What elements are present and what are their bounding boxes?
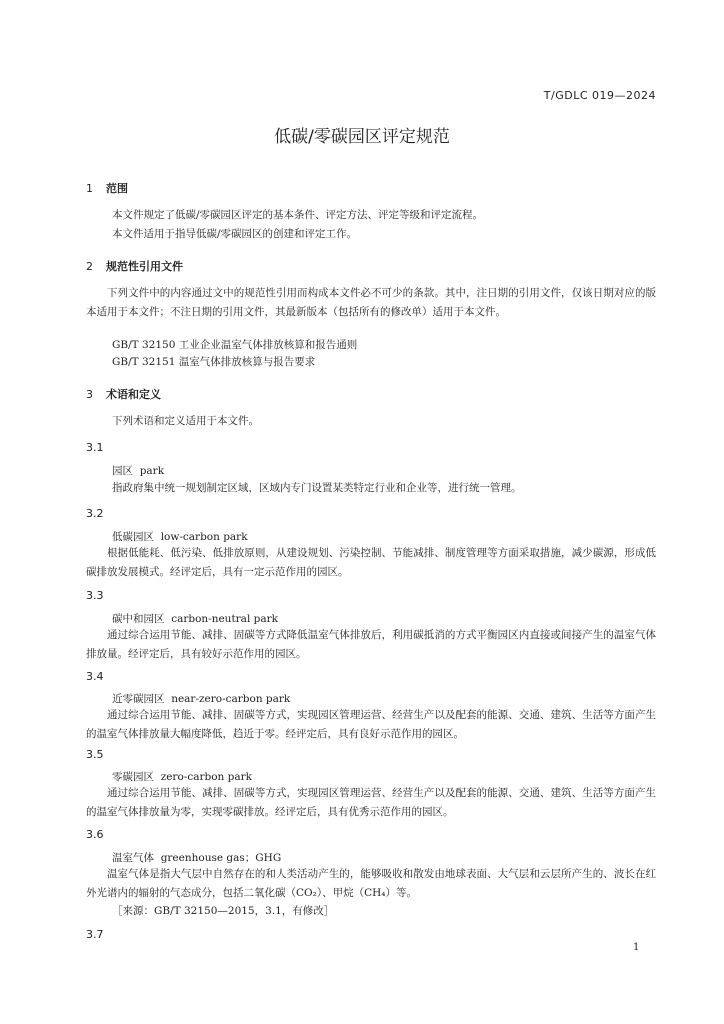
term-heading: 近零碳园区 near-zero-carbon park <box>112 693 291 705</box>
term-heading: 温室气体 greenhouse gas；GHG <box>112 852 282 864</box>
section-3-heading: 3 术语和定义 <box>86 388 161 401</box>
term-heading: 园区 park <box>112 465 165 477</box>
term-definition: 温室气体是指大气层中自然存在的和人类活动产生的，能够吸收和散发由地球表面、大气层和云层所产生的、波长在红外光谱内的辐射的气态成分，包括二氧化碳（CO₂）、甲烷（CH₄）等。 <box>86 868 656 899</box>
term-number: 3.5 <box>86 748 104 761</box>
term-definition: 指政府集中统一规划制定区域，区域内专门设置某类特定行业和企业等，进行统一管理。 <box>112 482 522 494</box>
terms-intro: 下列术语和定义适用于本文件。 <box>112 415 259 427</box>
document-title: 低碳/零碳园区评定规范 <box>274 127 450 147</box>
scope-paragraph-2: 本文件适用于指导低碳/零碳园区的创建和评定工作。 <box>112 228 358 240</box>
section-1-heading: 1 范围 <box>86 182 128 195</box>
term-number: 3.6 <box>86 828 104 841</box>
term-number: 3.1 <box>86 441 104 454</box>
term-source-note: ［来源：GB/T 32150—2015，3.1，有修改］ <box>112 905 335 917</box>
term-heading: 零碳园区 zero-carbon park <box>112 771 252 783</box>
term-definition: 通过综合运用节能、减排、固碳等方式降低温室气体排放后，利用碳抵消的方式平衡园区内直接或间接产生的温室气体排放量。经评定后，具有较好示范作用的园区。 <box>86 629 656 660</box>
term-number: 3.4 <box>86 670 104 683</box>
page-number: 1 <box>633 942 640 953</box>
term-definition: 通过综合运用节能、减排、固碳等方式，实现园区管理运营、经营生产以及配套的能源、交通、建筑、生活等方面产生的温室气体排放量大幅度降低，趋近于零。经评定后，具有良好示范作用的园区。 <box>86 709 656 740</box>
refs-intro-paragraph: 下列文件中的内容通过文中的规范性引用而构成本文件必不可少的条款。其中，注日期的引用文件，仅该日期对应的版本适用于本文件；不注日期的引用文件，其最新版本（包括所有的修改单）适用于本文件。 <box>86 287 656 318</box>
reference-item: GB/T 32151 温室气体排放核算与报告要求 <box>112 356 316 368</box>
term-number: 3.3 <box>86 589 104 602</box>
term-number: 3.7 <box>86 928 104 941</box>
term-number: 3.2 <box>86 507 104 520</box>
term-heading: 碳中和园区 carbon-neutral park <box>112 613 278 625</box>
term-definition: 通过综合运用节能、减排、固碳等方式，实现园区管理运营、经营生产以及配套的能源、交通、建筑、生活等方面产生的温室气体排放量为零，实现零碳排放。经评定后，具有优秀示范作用的园区。 <box>86 787 656 818</box>
term-heading: 低碳园区 low-carbon park <box>112 531 248 543</box>
standard-code: T/GDLC 019—2024 <box>543 89 656 102</box>
scope-paragraph-1: 本文件规定了低碳/零碳园区评定的基本条件、评定方法、评定等级和评定流程。 <box>112 209 484 221</box>
term-definition: 根据低能耗、低污染、低排放原则，从建设规划、污染控制、节能减排、制度管理等方面采取措施，减少碳源，形成低碳排放发展模式。经评定后，具有一定示范作用的园区。 <box>86 547 656 578</box>
reference-item: GB/T 32150 工业企业温室气体排放核算和报告通则 <box>112 339 358 351</box>
section-2-heading: 2 规范性引用文件 <box>86 260 183 273</box>
